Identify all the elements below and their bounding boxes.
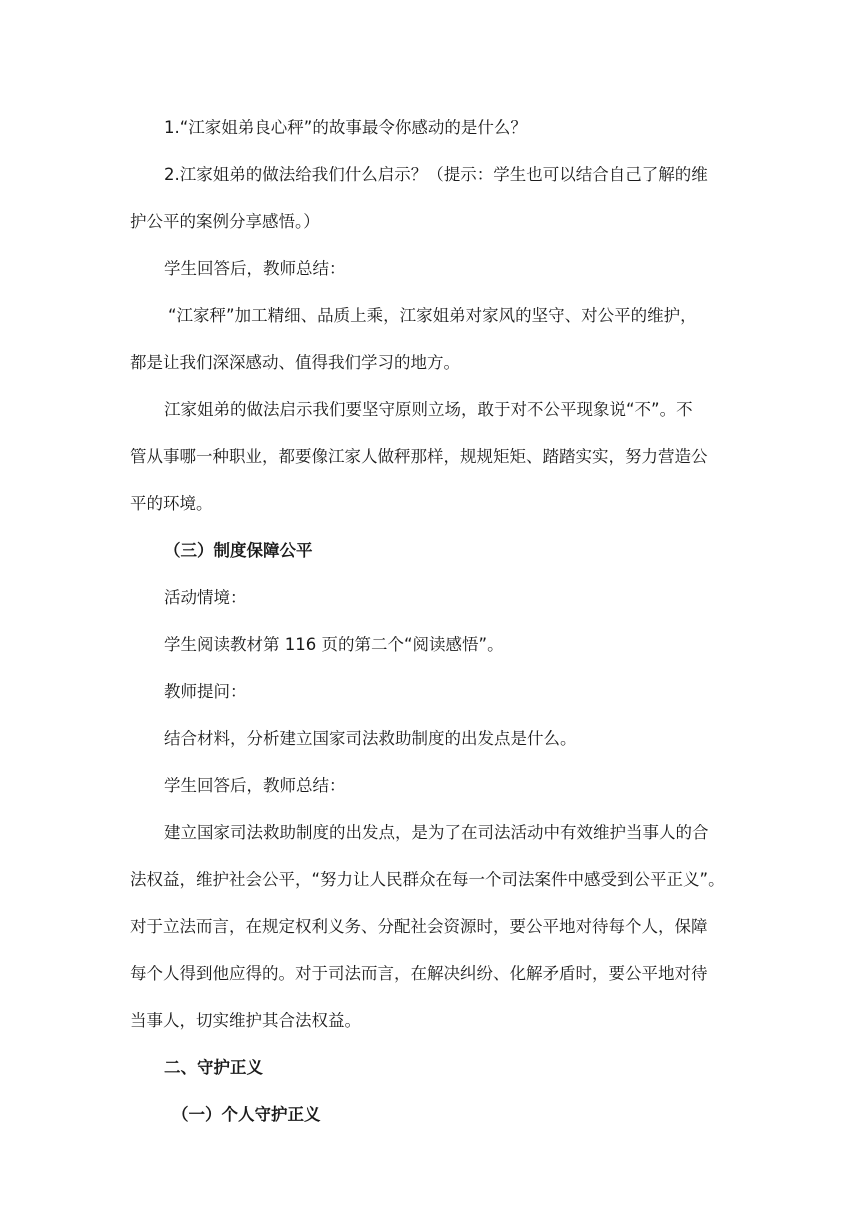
teacher-summary-label-2: 学生回答后，教师总结： [164,776,346,795]
question-1: 1.“江家姐弟良心秤”的故事最令你感动的是什么？ [164,118,527,137]
question-2: 2.江家姐弟的做法给我们什么启示？（提示：学生也可以结合自己了解的维 [164,165,708,184]
summary-paragraph-2: 江家姐弟的做法启示我们要坚守原则立场，敢于对不公平现象说“不”。不 [164,400,693,419]
subsection-heading-1: （一）个人守护正义 [172,1105,321,1124]
summary-paragraph-3-line-5: 当事人，切实维护其合法权益。 [130,1011,361,1030]
summary-paragraph-3-line-3: 对于立法而言，在规定权利义务、分配社会资源时，要公平地对待每个人，保障 [130,917,708,936]
reading-instruction: 学生阅读教材第 116 页的第二个“阅读感悟”。 [164,635,504,654]
teacher-question-label: 教师提问： [164,682,247,701]
summary-paragraph-2-line-3: 平的环境。 [130,494,213,513]
section-heading-2: 二、守护正义 [164,1058,263,1077]
summary-paragraph-3: 建立国家司法救助制度的出发点，是为了在司法活动中有效维护当事人的合 [164,823,709,842]
summary-paragraph-3-line-4: 每个人得到他应得的。对于司法而言，在解决纠纷、化解矛盾时，要公平地对待 [130,964,708,983]
summary-paragraph-1-continued: 都是让我们深深感动、值得我们学习的地方。 [130,353,460,372]
activity-context-label: 活动情境： [164,588,247,607]
teacher-question: 结合材料，分析建立国家司法救助制度的出发点是什么。 [164,729,577,748]
summary-paragraph-1: “江家秤”加工精细、品质上乘，江家姐弟对家风的坚守、对公平的维护， [168,306,697,325]
section-heading-3: （三）制度保障公平 [164,541,313,560]
question-2-continued: 护公平的案例分享感悟。） [130,212,320,231]
summary-paragraph-3-line-2: 法权益，维护社会公平，“努力让人民群众在每一个司法案件中感受到公平正义”。 [130,870,725,889]
summary-paragraph-2-line-2: 管从事哪一种职业，都要像江家人做秤那样，规规矩矩、踏踏实实，努力营造公 [130,447,708,466]
teacher-summary-label: 学生回答后，教师总结： [164,259,346,278]
